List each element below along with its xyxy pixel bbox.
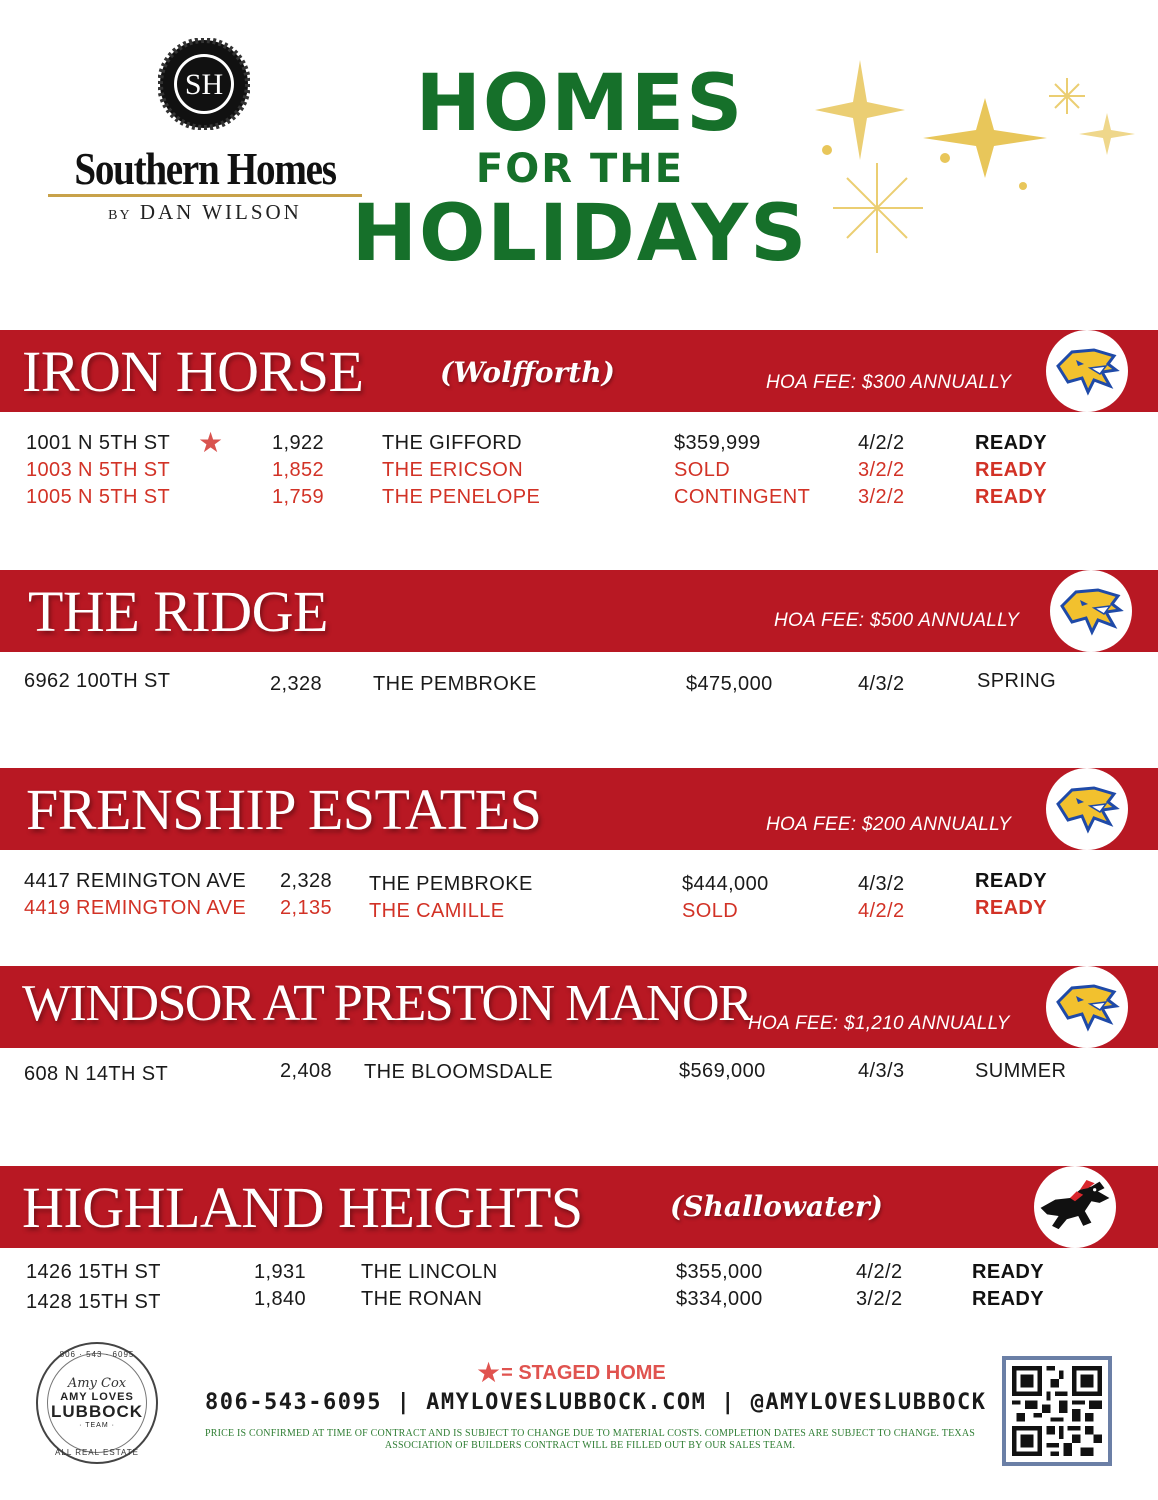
byline-prefix: BY	[108, 208, 132, 223]
section-town: (Shallowater)	[670, 1190, 883, 1223]
badge-tagline: ALL REAL ESTATE	[55, 1448, 139, 1457]
status: READY	[975, 432, 1048, 454]
price: $334,000	[676, 1288, 763, 1310]
badge-signature: Amy Cox	[67, 1375, 127, 1391]
sqft: 2,328	[270, 673, 323, 695]
table-row	[0, 670, 1158, 696]
plan-name: THE PENELOPE	[382, 486, 541, 508]
sqft: 1,931	[254, 1261, 307, 1283]
sqft: 2,408	[280, 1060, 333, 1082]
price: $475,000	[686, 673, 773, 695]
status: READY	[975, 459, 1048, 481]
plan-name: THE LINCOLN	[361, 1261, 498, 1283]
address: 1426 15TH ST	[26, 1261, 161, 1283]
price: SOLD	[674, 459, 731, 481]
section-header-frenship-estates	[0, 768, 1158, 850]
status: READY	[975, 486, 1048, 508]
section-title: FRENSHIP ESTATES	[26, 777, 542, 842]
badge-phone: 806 · 543 · 6095	[59, 1350, 135, 1359]
bed-bath-garage: 4/3/2	[858, 673, 905, 695]
price: $355,000	[676, 1261, 763, 1283]
status: READY	[972, 1288, 1045, 1310]
badge-line-1: AMY LOVES	[60, 1390, 134, 1403]
address: 1428 15TH ST	[26, 1291, 161, 1313]
sqft: 1,922	[272, 432, 325, 454]
price: $569,000	[679, 1060, 766, 1082]
hoa-fee: HOA FEE: $1,210 ANNUALLY	[748, 1013, 1010, 1034]
southern-homes-logo	[40, 38, 370, 228]
sqft: 1,840	[254, 1288, 307, 1310]
badge-line-2: LUBBOCK	[51, 1401, 143, 1421]
title-line-1: HOMES	[415, 59, 745, 149]
bed-bath-garage: 4/2/2	[856, 1261, 903, 1283]
staged-legend	[476, 1356, 666, 1389]
staged-star-icon: ★	[198, 427, 224, 458]
logo-divider	[48, 194, 362, 197]
qr-code-icon[interactable]	[1002, 1356, 1112, 1466]
table-row	[0, 870, 1158, 896]
hoa-fee: HOA FEE: $500 ANNUALLY	[774, 610, 1020, 631]
price: CONTINGENT	[674, 486, 811, 508]
amy-loves-lubbock-badge	[36, 1342, 158, 1464]
badge-line-3: · TEAM ·	[79, 1421, 115, 1429]
address: 1005 N 5TH ST	[26, 486, 171, 508]
section-title: WINDSOR AT PRESTON MANOR	[22, 975, 752, 1032]
section-title: THE RIDGE	[28, 579, 328, 644]
bed-bath-garage: 3/2/2	[858, 486, 905, 508]
hoa-fee: HOA FEE: $300 ANNUALLY	[766, 372, 1012, 393]
address: 6962 100TH ST	[24, 670, 171, 692]
sqft: 2,328	[280, 870, 333, 892]
status: READY	[975, 897, 1048, 919]
plan-name: THE BLOOMSDALE	[364, 1061, 553, 1083]
section-title: IRON HORSE	[22, 339, 364, 404]
status: READY	[972, 1261, 1045, 1283]
plan-name: THE GIFFORD	[382, 432, 522, 454]
byline-name: DAN WILSON	[139, 200, 302, 224]
bed-bath-garage: 4/2/2	[858, 432, 905, 454]
badge-center	[47, 1353, 147, 1453]
table-row	[0, 1060, 1158, 1086]
status: SPRING	[977, 670, 1057, 692]
section-town: (Wolfforth)	[440, 356, 615, 389]
sqft: 2,135	[280, 897, 333, 919]
mustang-mascot-icon	[1034, 1166, 1116, 1248]
section-title: HIGHLAND HEIGHTS	[22, 1175, 583, 1240]
price: $359,999	[674, 432, 761, 454]
bed-bath-garage: 4/3/2	[858, 873, 905, 895]
staged-legend-text: = STAGED HOME	[501, 1362, 666, 1384]
disclaimer: PRICE IS CONFIRMED AT TIME OF CONTRACT AND IS SUBJECT TO CHANGE DUE TO MATERIAL COSTS. COMPLETION DATES ARE SUBJECT TO CHANGE. TEXAS ASSOCIATION OF BUILDERS CONTRACT WILL BE FILLED OUT BY OUR SALES TEAM.	[204, 1428, 975, 1451]
bed-bath-garage: 4/2/2	[858, 900, 905, 922]
bed-bath-garage: 3/2/2	[856, 1288, 903, 1310]
wolverine-mascot-icon	[1050, 570, 1132, 652]
contact-line: 806-543-6095 | AMYLOVESLUBBOCK.COM | @AMYLOVESLUBBOCK	[205, 1390, 987, 1415]
plan-name: THE RONAN	[361, 1288, 483, 1310]
plan-name: THE PEMBROKE	[369, 873, 533, 895]
price: $444,000	[682, 873, 769, 895]
table-row	[0, 427, 1158, 458]
section-header-highland-heights	[0, 1166, 1158, 1248]
status: SUMMER	[975, 1060, 1067, 1082]
wolverine-mascot-icon	[1046, 768, 1128, 850]
page-title	[340, 59, 820, 279]
sh-monogram-icon	[158, 38, 250, 130]
status: READY	[975, 870, 1048, 892]
table-row	[0, 897, 1158, 923]
sqft: 1,759	[272, 486, 325, 508]
staged-star-icon: ★	[476, 1357, 502, 1388]
section-header-iron-horse	[0, 330, 1158, 412]
section-header-windsor-at-preston-manor	[0, 966, 1158, 1048]
table-row	[0, 486, 1158, 512]
brand-byline	[40, 200, 370, 225]
monogram-text: SH	[184, 68, 224, 101]
plan-name: THE CAMILLE	[369, 900, 505, 922]
sqft: 1,852	[272, 459, 325, 481]
section-header-the-ridge	[0, 570, 1158, 652]
address: 1003 N 5TH ST	[26, 459, 171, 481]
address: 4417 REMINGTON AVE	[24, 870, 247, 892]
hoa-fee: HOA FEE: $200 ANNUALLY	[766, 814, 1012, 835]
plan-name: THE PEMBROKE	[373, 673, 537, 695]
table-row	[0, 1288, 1158, 1314]
bed-bath-garage: 3/2/2	[858, 459, 905, 481]
wolverine-mascot-icon	[1046, 330, 1128, 412]
address: 608 N 14TH ST	[24, 1063, 169, 1085]
price: SOLD	[682, 900, 739, 922]
wolverine-mascot-icon	[1046, 966, 1128, 1048]
plan-name: THE ERICSON	[382, 459, 524, 481]
table-row	[0, 1261, 1158, 1287]
title-line-3: HOLIDAYS	[351, 189, 809, 279]
sparkles-icon	[805, 58, 1145, 258]
table-row	[0, 459, 1158, 485]
bed-bath-garage: 4/3/3	[858, 1060, 905, 1082]
address: 4419 REMINGTON AVE	[24, 897, 247, 919]
title-line-2: FOR THE	[475, 146, 685, 192]
address: 1001 N 5TH ST	[26, 432, 171, 454]
brand-name: Southern Homes	[74, 143, 336, 194]
